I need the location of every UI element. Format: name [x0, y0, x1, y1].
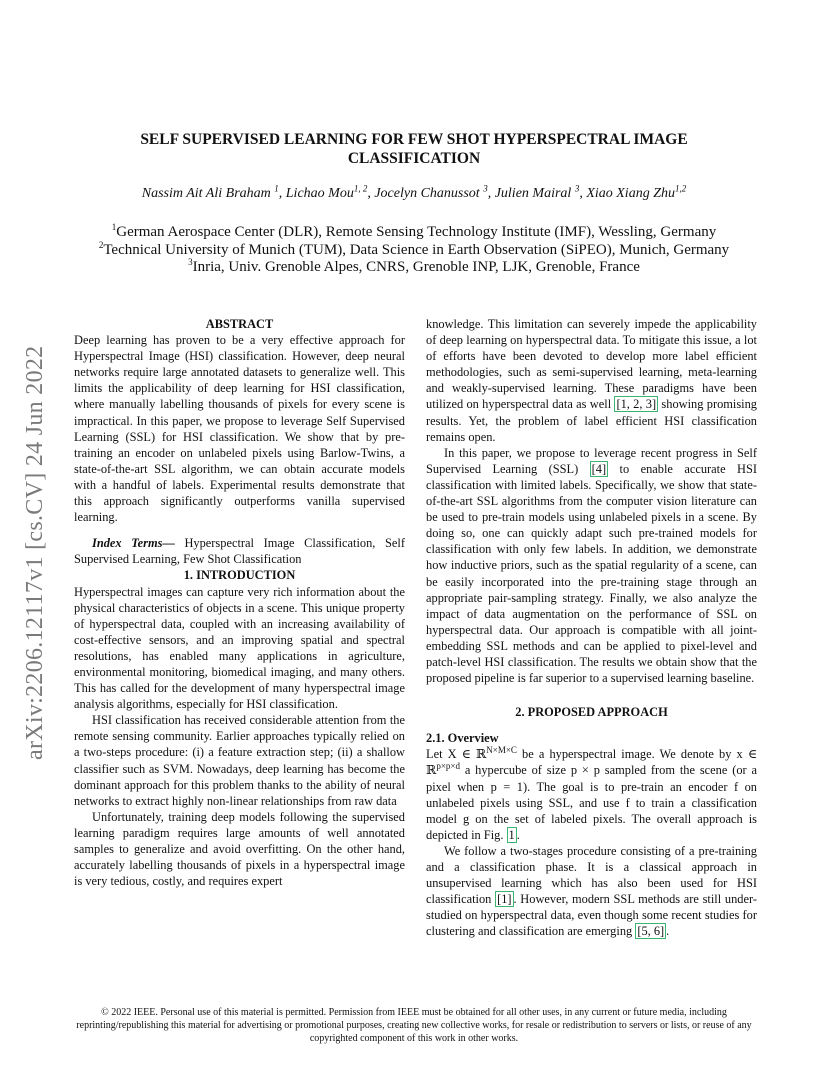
paragraph-text: We follow a two-stages procedure consisting of a pre-training and a classification phase. It is a classical approach in unsupervised learning which has also been used for HSI classification — [426, 843, 757, 907]
author-affil-mark: 3 — [574, 183, 580, 194]
author-affil-mark: 1,2 — [674, 183, 687, 194]
arxiv-stamp: arXiv:2206.12117v1 [cs.CV] 24 Jun 2022 — [22, 345, 48, 760]
affiliation — [40, 259, 788, 277]
affiliation-text: Inria, Univ. Grenoble Alpes, CNRS, Grenoble INP, LJK, Grenoble, France — [192, 259, 640, 275]
figure-link[interactable]: 1 — [508, 827, 515, 842]
author-name: Lichao Mou — [285, 186, 354, 201]
paragraph-text: to enable accurate HSI classification with limited labels. Specifically, we show that state-of-the-art SSL algorithms from the computer vision literature can be used to pre-train models using unlabeled pixels in a scene. By doing so, one can quickly adapt such pre-trained models for classification with only few labels. In addition, we demonstrate how inductive priors, such as the spatial regularity of a scene, can be easily incorporated into the pre-training stage through an appropriate pair-sampling strategy. Finally, we also analyze the impact of data augmentation on the performance of SSL on hyperspectral data. Our approach is compatible with all joint-embedding SSL methods and can be applied to pixel-level and patch-level HSI classification. The results we obtain show that the proposed pipeline is far superior to a supervised learning baseline. — [426, 461, 757, 686]
index-terms-text: Hyperspectral Image Classification, Self Supervised Learning, Few Shot Classification — [74, 536, 405, 567]
right-column — [426, 316, 757, 939]
citation-link[interactable]: [4] — [591, 461, 607, 476]
abstract-heading: ABSTRACT — [205, 317, 274, 331]
copyright-footer: © 2022 IEEE. Personal use of this material is permitted. Permission from IEEE must be obtained for all other uses, in any current or future media, including reprinting/republishing this material for advertising or promotional purposes, creating new collective works, for resale or redistribution to servers or lists, or reuse of any copyrighted component of this work in other works. — [76, 1007, 752, 1044]
section-heading-approach: 2. PROPOSED APPROACH — [515, 705, 668, 720]
affiliation-mark: 2 — [98, 239, 104, 250]
citation-link[interactable]: [5, 6] — [637, 924, 665, 939]
paragraph-text: showing promising results. Yet, the problem of label efficient HSI classification remains open. — [426, 397, 757, 444]
index-terms-label: Index Terms— — [92, 536, 175, 551]
math-superscript: p×p×d — [436, 761, 460, 772]
paragraph-text: knowledge. This limitation can severely impede the applicability of deep learning on hyperspectral data. To mitigate this issue, a lot of efforts have been devoted to develop more label efficient methodologies, such as semi-supervised learning, meta-learning and weakly-supervised learning. These paradigms have been utilized on hyperspectral data as well — [426, 317, 757, 412]
citation-link[interactable]: [1] — [497, 892, 512, 907]
approach-paragraph-1 — [426, 746, 757, 843]
author-name: Xiao Xiang Zhu — [586, 186, 675, 201]
paragraph-text: Let X ∈ ℝ — [426, 747, 487, 762]
math-superscript: N×M×C — [486, 745, 517, 756]
intro-paragraph-1: Hyperspectral images can capture very rich information about the physical characteristics of objects in a scene. This unique property of hyperspectral data, coupled with an increasing availability of cost-effective sensors, and an improving spatial and spectral resolutions, has enabled many applications in agriculture, environmental monitoring, biomedical imaging, and many others. This has called for the development of many hyperspectral image analysis algorithms, especially for HSI classification. — [74, 584, 405, 712]
intro-paragraph-2: HSI classification has received considerable attention from the remote sensing community. Earlier approaches typically relied on a two-steps procedure: (i) a feature extraction step; (ii) a shallow classifier such as SVM. Nowadays, deep learning has become the dominant approach for this problem thanks to the ability of neural networks to extract highly non-linear relationships from raw data — [74, 713, 405, 808]
author-affil-mark: 3 — [483, 183, 488, 194]
abstract-text: Deep learning has proven to be a very effective approach for Hyperspectral Image (HSI) classification. However, deep neural networks require large annotated datasets to generalize well. This limits the applicability of deep learning for HSI classification, where manually labelling thousands of pixels for every scene is impractical. In this paper, we propose to leverage Self Supervised Learning (SSL) for HSI classification. We show that by pre-training an encoder on unlabeled pixels using Barlow-Twins, a state-of-the-art SSL algorithm, we can obtain accurate models with a handful of labels. Experimental results demonstrate that this approach significantly outperforms vanilla supervised learning. — [74, 333, 405, 525]
affiliation-list — [40, 224, 788, 277]
paragraph-text: . — [666, 924, 670, 939]
citation-link[interactable]: [1, 2, 3] — [616, 397, 657, 412]
paragraph-text: a hypercube of size p × p sampled from the scene (or a pixel when p = 1). The goal is to pre-train an encoder f on unlabeled pixels using SSL, and use f to train a classification model g on the set of labeled pixels. The overall approach is depicted in Fig. — [426, 763, 757, 842]
left-column — [74, 316, 405, 889]
author-name: Julien Mairal — [494, 186, 572, 201]
intro-paragraph-3: Unfortunately, training deep models following the supervised learning paradigm requires large amounts of well annotated samples to generalize and avoid overfitting. On the other hand, accurately labelling thousands of pixels in a hyperspectral image is very tedious, costly, and requires expert — [74, 809, 405, 889]
paper-title: SELF SUPERVISED LEARNING FOR FEW SHOT HYPERSPECTRAL IMAGE CLASSIFICATION — [140, 131, 688, 167]
affiliation-text: German Aerospace Center (DLR), Remote Sensing Technology Institute (IMF), Wessling, Germany — [116, 224, 717, 240]
affiliation-text: Technical University of Munich (TUM), Data Science in Earth Observation (SiPEO), Munich, Germany — [103, 241, 730, 258]
affiliation-mark: 1 — [111, 222, 117, 232]
intro-paragraph-3-continued — [426, 316, 757, 445]
intro-paragraph-4 — [426, 445, 757, 686]
subsection-heading-overview: 2.1. Overview — [426, 731, 499, 746]
index-terms — [74, 535, 405, 567]
affiliation-mark: 3 — [188, 257, 193, 267]
author-name: Jocelyn Chanussot — [374, 186, 480, 201]
affiliation — [40, 224, 788, 242]
section-heading-introduction: 1. INTRODUCTION — [183, 568, 296, 583]
paragraph-text: In this paper, we propose to leverage recent progress in Self Supervised Learning (SSL) — [426, 445, 757, 476]
paragraph-text: . — [516, 827, 520, 842]
paragraph-text: be a hyperspectral image. We denote by x ∈ ℝ — [426, 747, 757, 778]
author-affil-mark: 1 — [274, 183, 279, 194]
author-affil-mark: 1, 2 — [353, 183, 368, 194]
author-name: Nassim Ait Ali Braham — [141, 186, 271, 201]
affiliation — [40, 239, 788, 260]
approach-paragraph-2 — [426, 843, 757, 940]
author-list: Nassim Ait Ali Braham $^1$, Lichao Mou$^{1, 2}$, Jocelyn Chanussot $^3$, Julien Mairal $^3$, Xiao Xiang Zhu$^{1,2}$ — [141, 183, 687, 201]
paragraph-text: . However, modern SSL methods are still under-studied on hyperspectral data, even though some recent studies for clustering and classification are emerging — [426, 892, 757, 939]
